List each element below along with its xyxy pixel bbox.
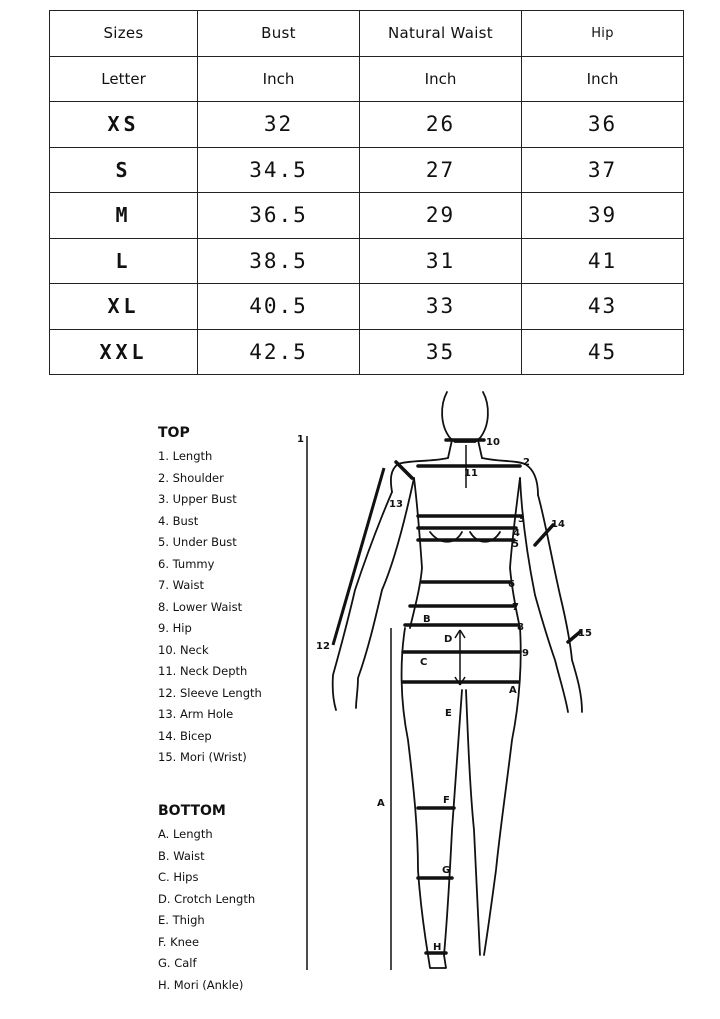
body-measurement-figure xyxy=(285,390,615,970)
value-cell: 42.5 xyxy=(198,329,360,375)
value-cell: 34.5 xyxy=(198,147,360,193)
list-item: B. Waist xyxy=(158,848,205,863)
figure-label: 3 xyxy=(518,514,525,525)
value-cell: 36 xyxy=(522,102,684,148)
list-item: 9. Hip xyxy=(158,621,192,635)
figure-label: F xyxy=(443,795,450,806)
figure-label: 11 xyxy=(464,468,478,479)
unit-cell: Inch xyxy=(360,56,522,102)
value-cell: 26 xyxy=(360,102,522,148)
value-cell: 39 xyxy=(522,193,684,239)
value-cell: 37 xyxy=(522,147,684,193)
table-row xyxy=(50,238,684,284)
figure-label: 8 xyxy=(517,622,524,633)
figure-label: 10 xyxy=(486,437,500,448)
size-cell: L xyxy=(50,238,198,284)
table-row xyxy=(50,329,684,375)
table-row xyxy=(50,284,684,330)
header-cell: Bust xyxy=(198,11,360,57)
list-item: 2. Shoulder xyxy=(158,470,224,485)
size-cell: XL xyxy=(50,284,198,330)
list-item: 14. Bicep xyxy=(158,728,212,743)
list-item: 12. Sleeve Length xyxy=(158,685,262,700)
figure-label: 4 xyxy=(513,528,520,539)
value-cell: 31 xyxy=(360,238,522,284)
value-cell: 27 xyxy=(360,147,522,193)
list-item: 13. Arm Hole xyxy=(158,707,234,721)
unit-cell: Inch xyxy=(198,56,360,102)
bottom-measurements-legend xyxy=(158,803,255,996)
table-row xyxy=(50,147,684,193)
list-item: C. Hips xyxy=(158,870,199,884)
size-cell: XXL xyxy=(50,329,198,375)
table-row xyxy=(50,102,684,148)
unit-cell: Inch xyxy=(522,56,684,102)
unit-cell: Letter xyxy=(50,56,198,102)
figure-label: 2 xyxy=(523,457,530,468)
value-cell: 33 xyxy=(360,284,522,330)
figure-label: B xyxy=(423,614,431,625)
figure-label: 14 xyxy=(551,519,565,530)
list-item: 3. Upper Bust xyxy=(158,492,237,506)
figure-label: 5 xyxy=(512,539,519,550)
figure-label: 6 xyxy=(508,579,515,590)
list-item: 15. Mori (Wrist) xyxy=(158,750,247,764)
list-item: 5. Under Bust xyxy=(158,535,237,549)
list-item: 4. Bust xyxy=(158,513,199,528)
value-cell: 45 xyxy=(522,329,684,375)
legend-list xyxy=(158,446,262,769)
legend-title: TOP xyxy=(158,425,190,441)
list-item: 1. Length xyxy=(158,449,213,463)
figure-label: 7 xyxy=(512,602,519,613)
header-cell: Natural Waist xyxy=(360,11,522,57)
figure-label: 12 xyxy=(316,641,330,652)
figure-label: A xyxy=(509,685,517,696)
header-row xyxy=(50,11,684,57)
size-cell: S xyxy=(50,147,198,193)
units-row xyxy=(50,56,684,102)
figure-label: 15 xyxy=(578,628,592,639)
top-measurements-legend xyxy=(158,425,262,769)
value-cell: 40.5 xyxy=(198,284,360,330)
body-outline-illustration xyxy=(285,390,615,970)
figure-label: A xyxy=(377,798,385,809)
header-cell: Sizes xyxy=(50,11,198,57)
size-cell: XS xyxy=(50,102,198,148)
figure-label: 9 xyxy=(522,648,529,659)
value-cell: 43 xyxy=(522,284,684,330)
figure-label: E xyxy=(445,708,452,719)
list-item: 11. Neck Depth xyxy=(158,664,248,678)
legend-title: BOTTOM xyxy=(158,803,226,819)
list-item: D. Crotch Length xyxy=(158,891,256,906)
value-cell: 35 xyxy=(360,329,522,375)
value-cell: 36.5 xyxy=(198,193,360,239)
list-item: G. Calf xyxy=(158,956,197,970)
header-cell: Hip xyxy=(522,11,684,57)
legend-list xyxy=(158,824,255,996)
list-item: H. Mori (Ankle) xyxy=(158,977,244,992)
list-item: E. Thigh xyxy=(158,913,205,927)
size-chart-table xyxy=(49,10,684,375)
list-item: 10. Neck xyxy=(158,642,209,657)
value-cell: 29 xyxy=(360,193,522,239)
list-item: F. Knee xyxy=(158,934,200,949)
list-item: 7. Waist xyxy=(158,578,205,592)
list-item: 8. Lower Waist xyxy=(158,599,243,614)
size-cell: M xyxy=(50,193,198,239)
value-cell: 41 xyxy=(522,238,684,284)
figure-label: 1 xyxy=(297,434,304,445)
figure-label: D xyxy=(444,634,453,645)
figure-label: H xyxy=(433,942,442,953)
value-cell: 32 xyxy=(198,102,360,148)
figure-label: 13 xyxy=(389,499,403,510)
table-row xyxy=(50,193,684,239)
figure-label: G xyxy=(442,865,451,876)
list-item: 6. Tummy xyxy=(158,556,215,571)
list-item: A. Length xyxy=(158,827,213,841)
value-cell: 38.5 xyxy=(198,238,360,284)
figure-label: C xyxy=(420,657,428,668)
